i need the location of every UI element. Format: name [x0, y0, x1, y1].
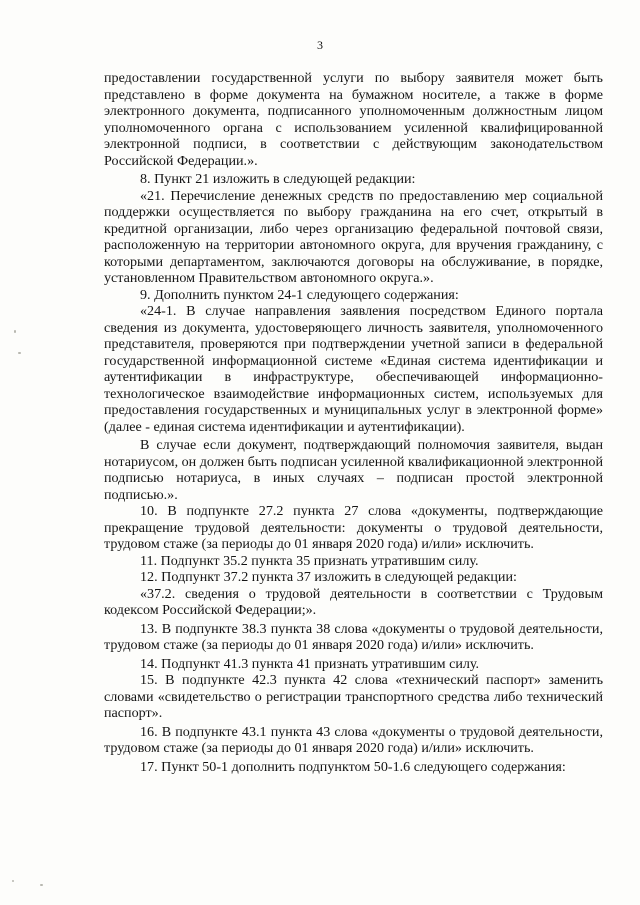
- scan-speck: [18, 352, 21, 354]
- paragraph-item-8: 8. Пункт 21 изложить в следующей редакции:: [140, 171, 416, 187]
- paragraph-item-9-quote: «24-1. В случае направления заявления посредством Единого портала сведения из документа, удостоверяющего личность заявителя, уполномоченного представителя, проверяются при подтверждении учетной записи в федеральной государственной информационной системе «Единая система идентификации и аутентификации в инфраструктуре, обеспечивающей информационно-технологическое взаимодействие информационных систем, используемых для предоставления государственных и муниципальных услуг в электронной форме» (далее - единая система идентификации и аутентификации).: [104, 303, 603, 435]
- paragraph-item-12-quote: «37.2. сведения о трудовой деятельности в соответствии с Трудовым кодексом Российской Федерации;».: [104, 585, 603, 618]
- scan-speck: [14, 330, 16, 333]
- paragraph-item-15: 15. В подпункте 42.3 пункта 42 слова «технический паспорт» заменить словами «свидетельство о регистрации транспортного средства либо технический паспорт».: [104, 672, 603, 721]
- paragraph-item-14: 14. Подпункт 41.3 пункта 41 признать утратившим силу.: [140, 655, 480, 672]
- paragraph-item-9: 9. Дополнить пунктом 24-1 следующего содержания:: [140, 286, 459, 303]
- paragraph-item-11: 11. Подпункт 35.2 пункта 35 признать утратившим силу.: [140, 552, 479, 569]
- paragraph-item-13: 13. В подпункте 38.3 пункта 38 слова «документы о трудовой деятельности, трудовом стаже (за периоды до 01 января 2020 года) и/или» исключить.: [104, 620, 603, 653]
- paragraph-item-17: 17. Пункт 50-1 дополнить подпунктом 50-1.6 следующего содержания:: [140, 758, 566, 775]
- paragraph-item-8-quote: «21. Перечисление денежных средств по предоставлению мер социальной поддержки осуществляется по выбору гражданина на его счет, открытый в кредитной организации, либо через организацию федеральной почтовой связи, расположенную на территории автономного округа, для вручения гражданину, с которыми департаментом, заключаются договоры на обслуживание, в порядке, установленном Правительством автономного округа.».: [104, 187, 603, 286]
- paragraph-item-12: 12. Подпункт 37.2 пункта 37 изложить в следующей редакции:: [140, 569, 517, 585]
- paragraph-continuation: предоставлении государственной услуги по выбору заявителя может быть представлено в форме документа на бумажном носителе, а также в форме электронного документа, подписанного уполномоченным должностным лицом уполномоченного органа с использованием усиленной квалифицированной электронной подписи, в соответствии с действующим законодательством Российской Федерации.».: [104, 70, 603, 169]
- page-number: 3: [317, 38, 323, 52]
- paragraph-item-16: 16. В подпункте 43.1 пункта 43 слова «документы о трудовой деятельности, трудовом стаже (за периоды до 01 января 2020 года) и/или» исключить.: [104, 723, 603, 756]
- paragraph-item-9-quote-cont: В случае если документ, подтверждающий полномочия заявителя, выдан нотариусом, он должен быть подписан усиленной квалификационной электронной подписью нотариуса, в иных случаях – подписан простой электронной подписью.».: [104, 437, 603, 503]
- document-body: [104, 70, 603, 775]
- scan-speck: [40, 884, 43, 886]
- scan-speck: [12, 880, 14, 882]
- paragraph-item-10: 10. В подпункте 27.2 пункта 27 слова «документы, подтверждающие прекращение трудовой деятельности: документы о трудовой деятельности, трудовом стаже (за периоды до 01 января 2020 года) и/или» исключить.: [104, 503, 603, 552]
